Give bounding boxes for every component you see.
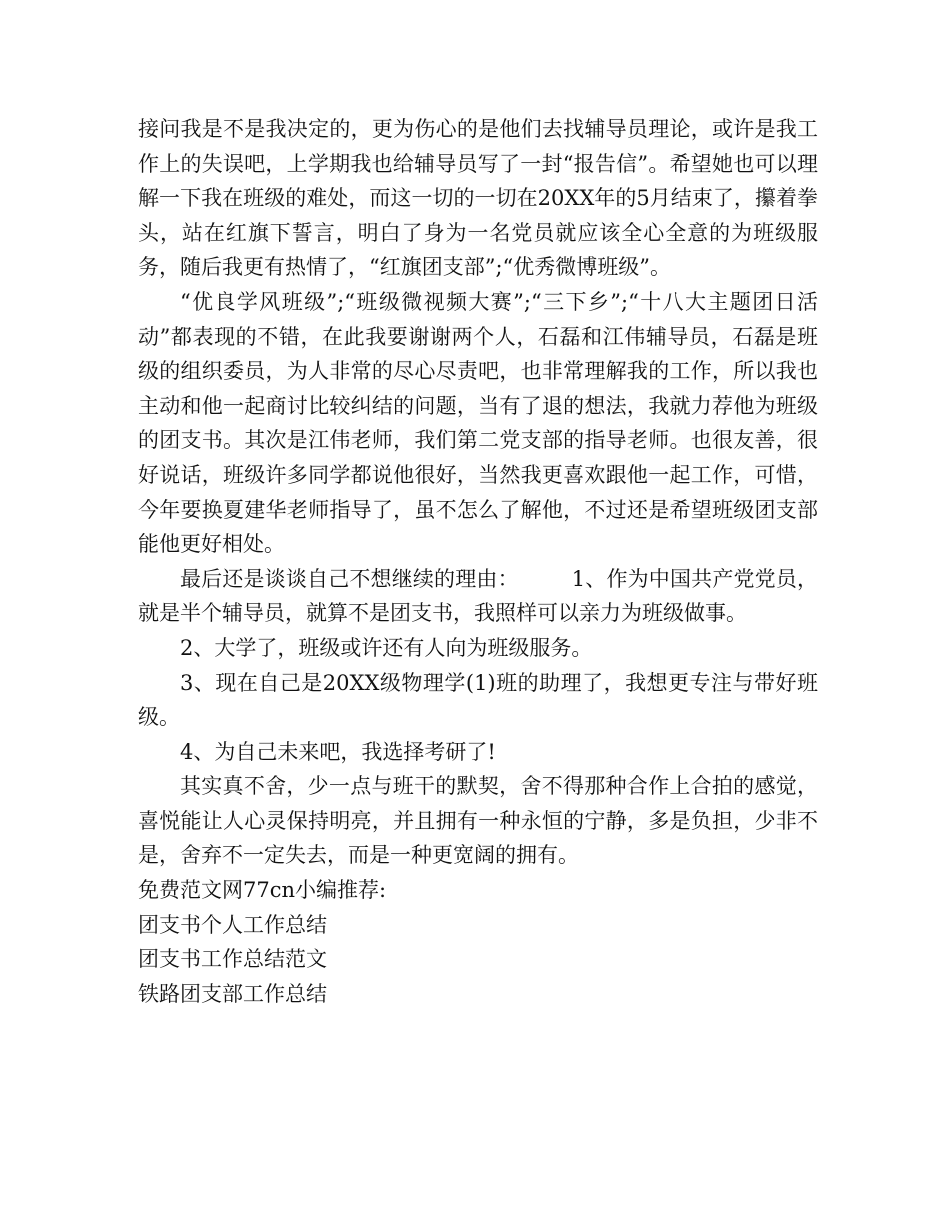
paragraph-2: “优良学风班级”;“班级微视频大赛”;“三下乡”;“十八大主题团日活动”都表现的不错，在此我要谢谢两个人，石磊和江伟辅导员，石磊是班级的组织委员，为人非常的尽心尽责吧，也非常理解我的工作，所以我也主动和他一起商讨比较纠结的问题，当有了退的想法，我就力荐他为班级的团支书。其次是江伟老师，我们第二党支部的指导老师。也很友善，很好说话，班级许多同学都说他很好，当然我更喜欢跟他一起工作，可惜，今年要换夏建华老师指导了，虽不怎么了解他，不过还是希望班级团支部能他更好相处。 bbox=[138, 289, 818, 557]
recommend-heading: 免费范文网77cn小编推荐: bbox=[138, 878, 387, 903]
paragraph-7: 其实真不舍，少一点与班干的默契，舍不得那种合作上合拍的感觉，喜悦能让人心灵保持明亮，并且拥有一种永恒的宁静，多是负担，少非不是，舍弃不一定失去，而是一种更宽阔的拥有。 bbox=[138, 774, 818, 868]
paragraph-6: 4、为自己未来吧，我选择考研了! bbox=[180, 739, 496, 764]
recommend-link-3[interactable]: 铁路团支部工作总结 bbox=[138, 981, 327, 1006]
recommend-list bbox=[138, 908, 818, 1012]
recommend-section bbox=[138, 873, 818, 1011]
paragraph-1: 接问我是不是我决定的，更为伤心的是他们去找辅导员理论，或许是我工作上的失误吧，上学期我也给辅导员写了一封“报告信”。希望她也可以理解一下我在班级的难处，而这一切的一切在20XX年的5月结束了，攥着拳头，站在红旗下誓言，明白了身为一名党员就应该全心全意的为班级服务，随后我更有热情了，“红旗团支部”;“优秀微博班级”。 bbox=[138, 117, 818, 280]
recommend-link-2[interactable]: 团支书工作总结范文 bbox=[138, 947, 327, 972]
document-page bbox=[138, 112, 818, 1011]
paragraph-3: 最后还是谈谈自己不想继续的理由： 1、作为中国共产党党员，就是半个辅导员，就算不是团支书，我照样可以亲力为班级做事。 bbox=[138, 566, 818, 626]
paragraph-4: 2、大学了，班级或许还有人向为班级服务。 bbox=[180, 635, 593, 660]
paragraph-5: 3、现在自己是20XX级物理学(1)班的助理了，我想更专注与带好班级。 bbox=[138, 670, 818, 730]
recommend-link-1[interactable]: 团支书个人工作总结 bbox=[138, 912, 327, 937]
